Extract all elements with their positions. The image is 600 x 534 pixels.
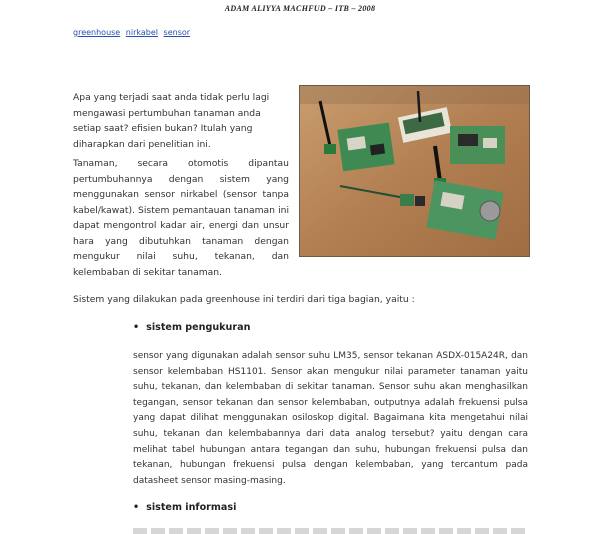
pengukuran-paragraph: sensor yang digunakan adalah sensor suhu LM35, sensor tekanan ASDX-015A24R, dan sensor kelembaban HS1101. Sensor akan mengukur nilai parameter tanaman yaitu suhu, tekanan, dan kelembaban di sekitar tanaman. Sensor suhu akan menghasilkan tegangan, sensor tekanan dan sensor kelembaban, outputnya adalah frekuensi pulsa yang dapat dilihat menggunakan osiloskop digital. Bagaimana kita mengetahui nilai suhu, tekanan dan kelembabannya dari data analog tersebut? yaitu dengan cara melihat tabel hubungan antara tegangan dan suhu, hubungan frekuensi pulsa dan tekanan, hubungan frekuensi pulsa dengan kelembaban, yang tercantum pada datasheet sensor masing-masing.: [133, 351, 528, 486]
section-heading-text: sistem pengukuran: [146, 322, 251, 333]
document-header: ADAM ALIYYA MACHFUD – ITB – 2008: [224, 4, 376, 13]
section-heading-informasi: [133, 502, 236, 513]
tag-sensor-link[interactable]: sensor: [163, 28, 191, 37]
system-intro-paragraph: Sistem yang dilakukan pada greenhouse ini terdiri dari tiga bagian, yaitu :: [73, 294, 415, 305]
sensor-boards-illustration: [300, 86, 529, 256]
tag-list: [73, 28, 193, 37]
intro-paragraph: Apa yang terjadi saat anda tidak perlu lagi mengawasi pertumbuhan tanaman anda setiap saat? efisien bukan? Itulah yang diharapkan dari penelitian ini.: [73, 92, 270, 150]
tag-nirkabel-link[interactable]: nirkabel: [125, 28, 158, 37]
section-heading-pengukuran: [133, 322, 250, 333]
tag-greenhouse-link[interactable]: greenhouse: [73, 28, 121, 37]
truncated-text-line: [133, 528, 528, 534]
bullet-icon: •: [133, 322, 140, 333]
sensor-boards-photo: [299, 85, 530, 257]
bullet-icon: •: [133, 502, 140, 513]
section-heading-text: sistem informasi: [146, 502, 237, 513]
description-paragraph: Tanaman, secara otomotis dipantau pertumbuhannya dengan sistem yang menggunakan sensor nirkabel (sensor tanpa kabel/kawat). Sistem pemantauan tanaman ini dapat mengontrol kadar air, energi dan unsur hara yang dibutuhkan tanaman dengan mengukur nilai suhu, tekanan, dan kelembaban di sekitar tanaman.: [73, 158, 289, 278]
